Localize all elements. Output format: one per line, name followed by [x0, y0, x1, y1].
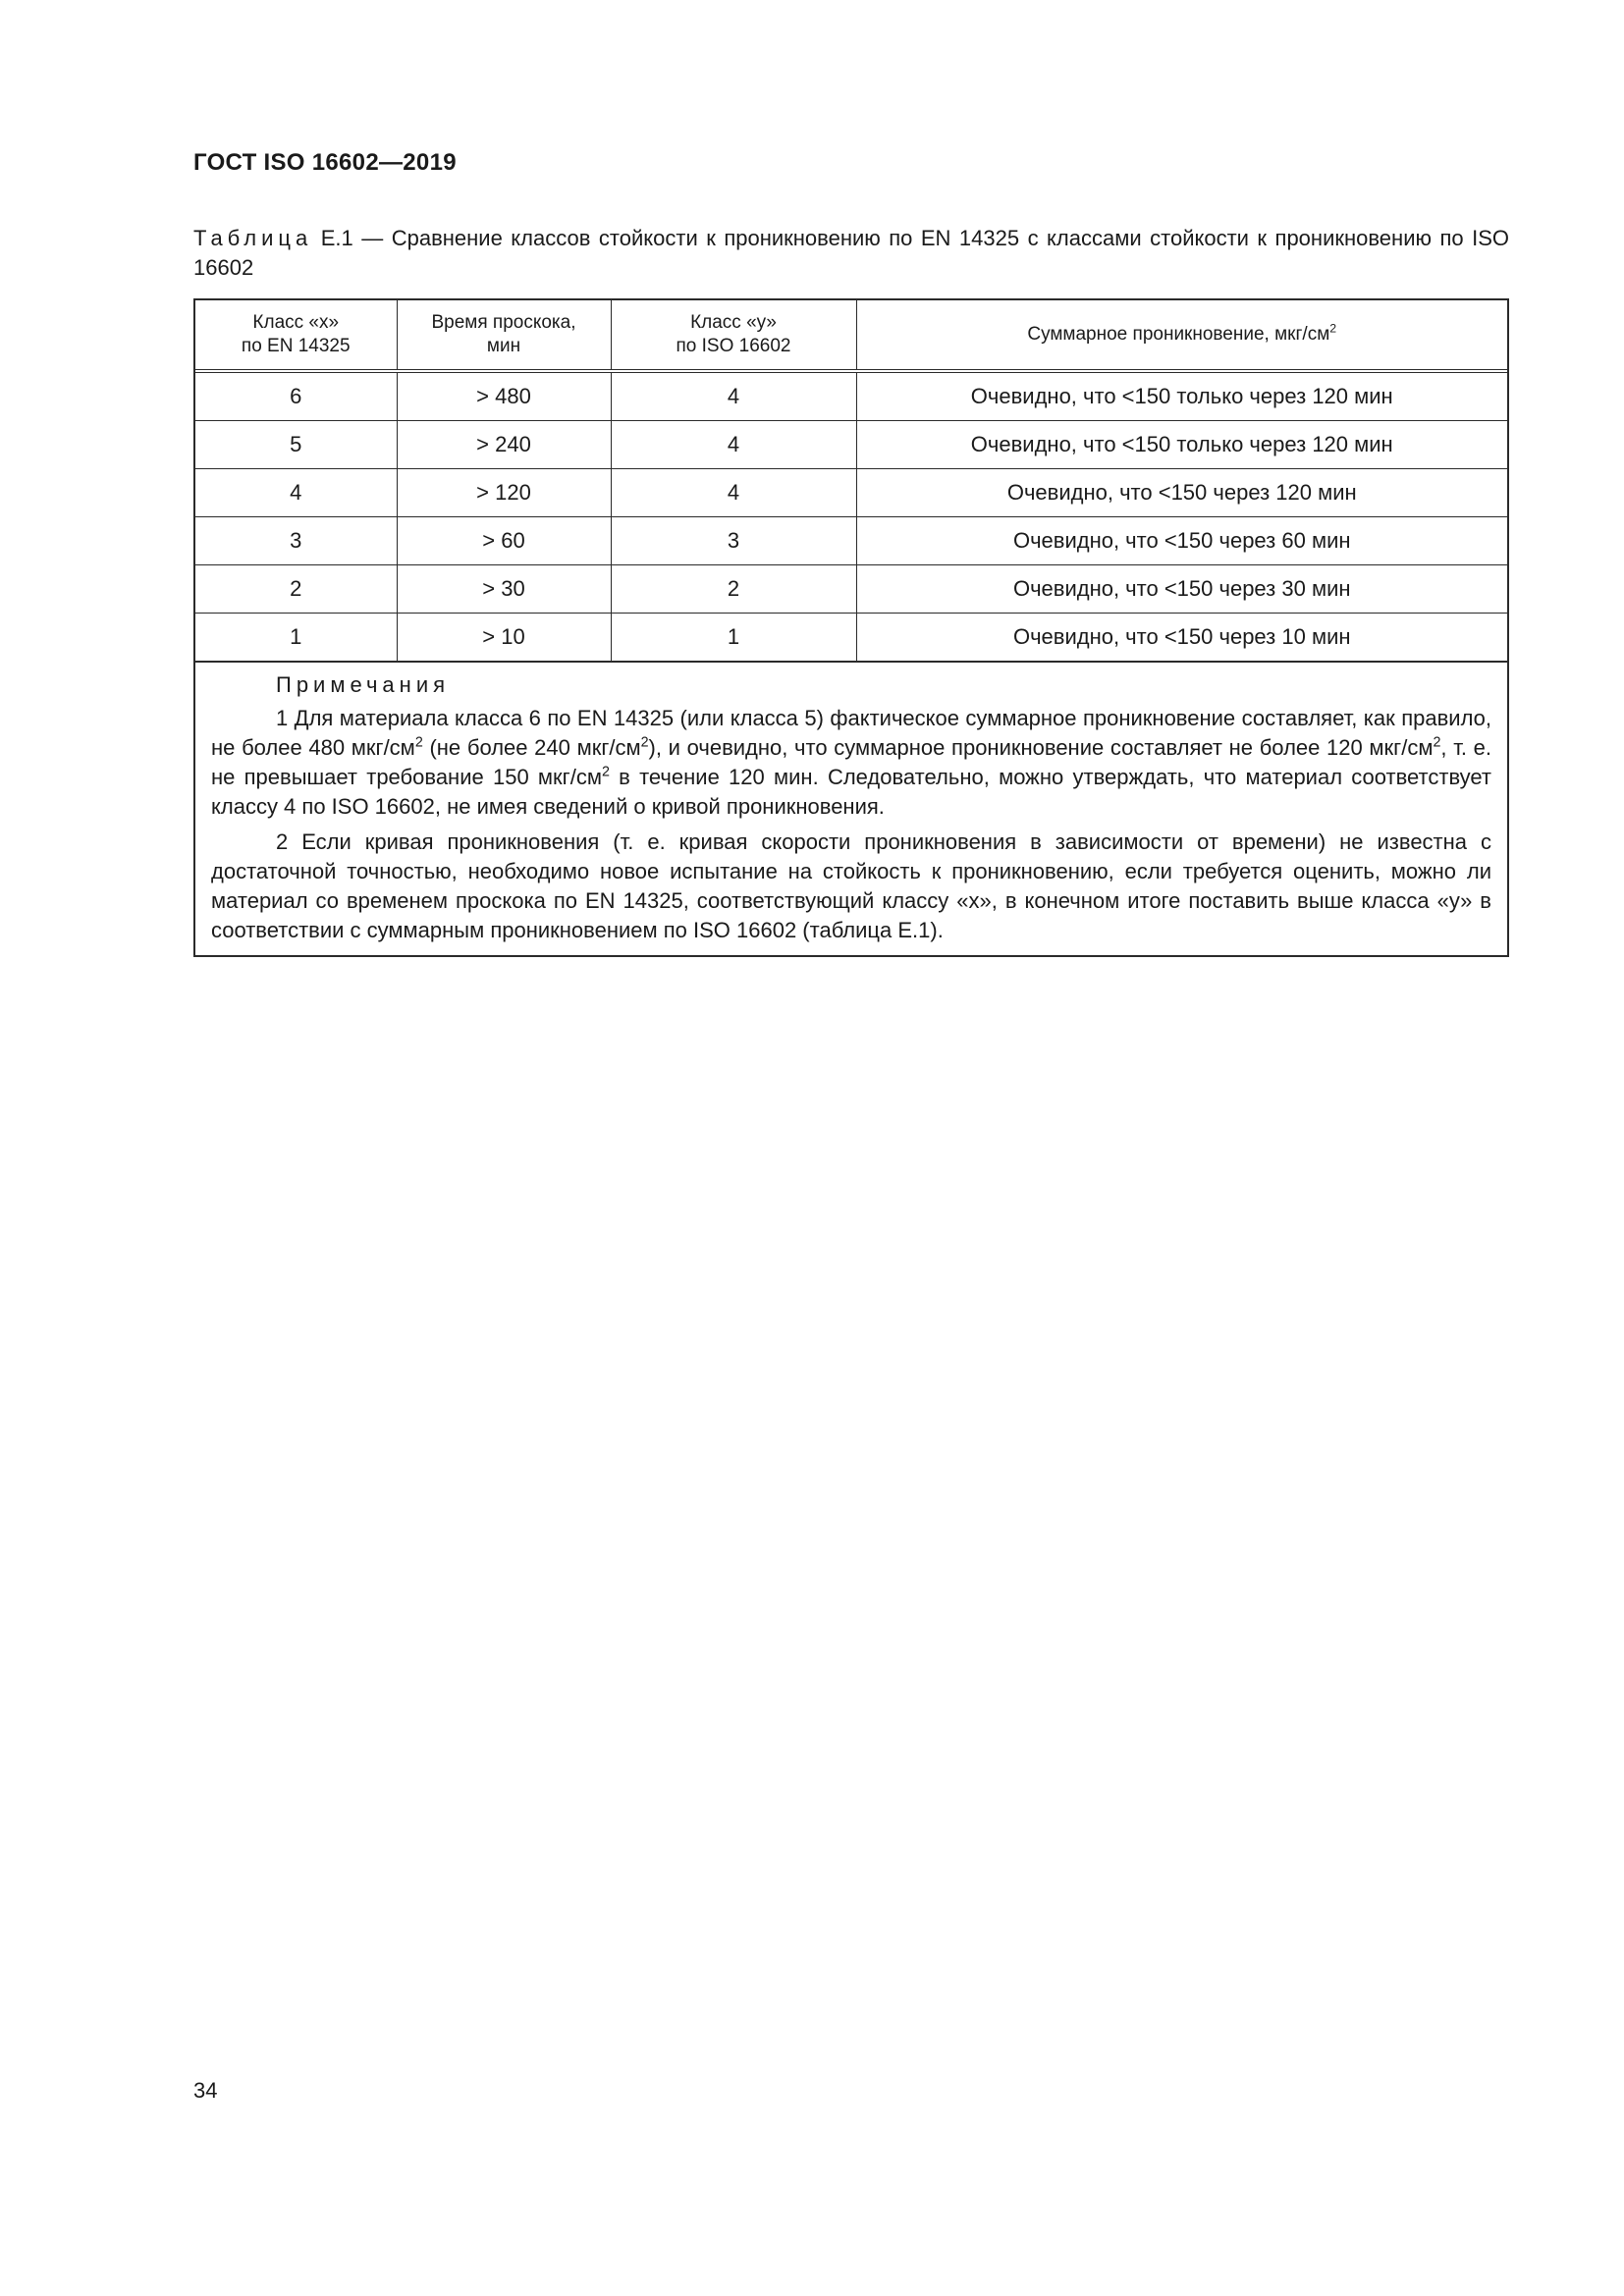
table-caption-label: Таблица — [193, 226, 313, 250]
header-class-y: Класс «у» по ISO 16602 — [611, 300, 856, 371]
table-row — [195, 421, 1507, 469]
cell-class-x: 1 — [195, 614, 397, 663]
cell-breakthrough-time: > 480 — [397, 371, 611, 421]
document-header: ГОСТ ISO 16602—2019 — [193, 149, 457, 176]
cell-cumulative-permeation: Очевидно, что <150 только через 120 мин — [856, 371, 1507, 421]
cell-breakthrough-time: > 60 — [397, 517, 611, 565]
note-2: 2 Если кривая проникновения (т. е. кривая скорости проникновения в зависимости от времени) не известна с достаточной точностью, необходимо новое испытание на стойкость к проникновению, если требуется оценить, можно ли материал со временем проскока по EN 14325, соответствующий классу «х», в конечном итоге поставить выше класса «у» в соответствии с суммарным проникновением по ISO 16602 (таблица Е.1). — [211, 829, 1491, 942]
cell-breakthrough-time: > 240 — [397, 421, 611, 469]
comparison-grid — [195, 300, 1507, 663]
header-breakthrough-time: Время проскока, мин — [397, 300, 611, 371]
cell-class-x: 4 — [195, 469, 397, 517]
table-caption-text: Е.1 — Сравнение классов стойкости к проникновению по EN 14325 с классами стойкости к проникновению по ISO 16602 — [193, 226, 1509, 280]
table-row — [195, 517, 1507, 565]
cell-class-y: 2 — [611, 565, 856, 614]
cell-class-y: 4 — [611, 421, 856, 469]
table-notes — [195, 663, 1507, 955]
cell-cumulative-permeation: Очевидно, что <150 через 120 мин — [856, 469, 1507, 517]
cell-class-x: 5 — [195, 421, 397, 469]
note-1: 1 Для материала класса 6 по EN 14325 (или класса 5) фактическое суммарное проникновение составляет, как правило, не более 480 мкг/$см^2$ (не более 240 мкг/$см^2$), и очевидно, что суммарное проникновение составляет не более 120 мкг/$см^2$, т. е. не превышает требование 150 мкг/$см^2$ в течение 120 мин. Следовательно, можно утверждать, что материал соответствует классу 4 по ISO 16602, не имея сведений о кривой проникновения. — [211, 706, 1491, 819]
table-row — [195, 614, 1507, 663]
header-cumulative-permeation: Суммарное проникновение, мкг/$см^2$ — [856, 300, 1507, 371]
cell-class-y: 3 — [611, 517, 856, 565]
cell-cumulative-permeation: Очевидно, что <150 только через 120 мин — [856, 421, 1507, 469]
page-number: 34 — [193, 2078, 218, 2103]
table-header-row — [195, 300, 1507, 371]
cell-breakthrough-time: > 30 — [397, 565, 611, 614]
cell-class-y: 4 — [611, 469, 856, 517]
table-row — [195, 371, 1507, 421]
header-class-x: Класс «х» по EN 14325 — [195, 300, 397, 371]
cell-breakthrough-time: > 10 — [397, 614, 611, 663]
cell-class-y: 1 — [611, 614, 856, 663]
table-row — [195, 469, 1507, 517]
cell-cumulative-permeation: Очевидно, что <150 через 10 мин — [856, 614, 1507, 663]
comparison-table — [193, 298, 1509, 957]
cell-cumulative-permeation: Очевидно, что <150 через 60 мин — [856, 517, 1507, 565]
notes-title: Примечания — [276, 672, 451, 697]
table-caption — [193, 224, 1509, 283]
table-row — [195, 565, 1507, 614]
cell-class-y: 4 — [611, 371, 856, 421]
cell-class-x: 6 — [195, 371, 397, 421]
cell-class-x: 3 — [195, 517, 397, 565]
cell-class-x: 2 — [195, 565, 397, 614]
cell-breakthrough-time: > 120 — [397, 469, 611, 517]
cell-cumulative-permeation: Очевидно, что <150 через 30 мин — [856, 565, 1507, 614]
